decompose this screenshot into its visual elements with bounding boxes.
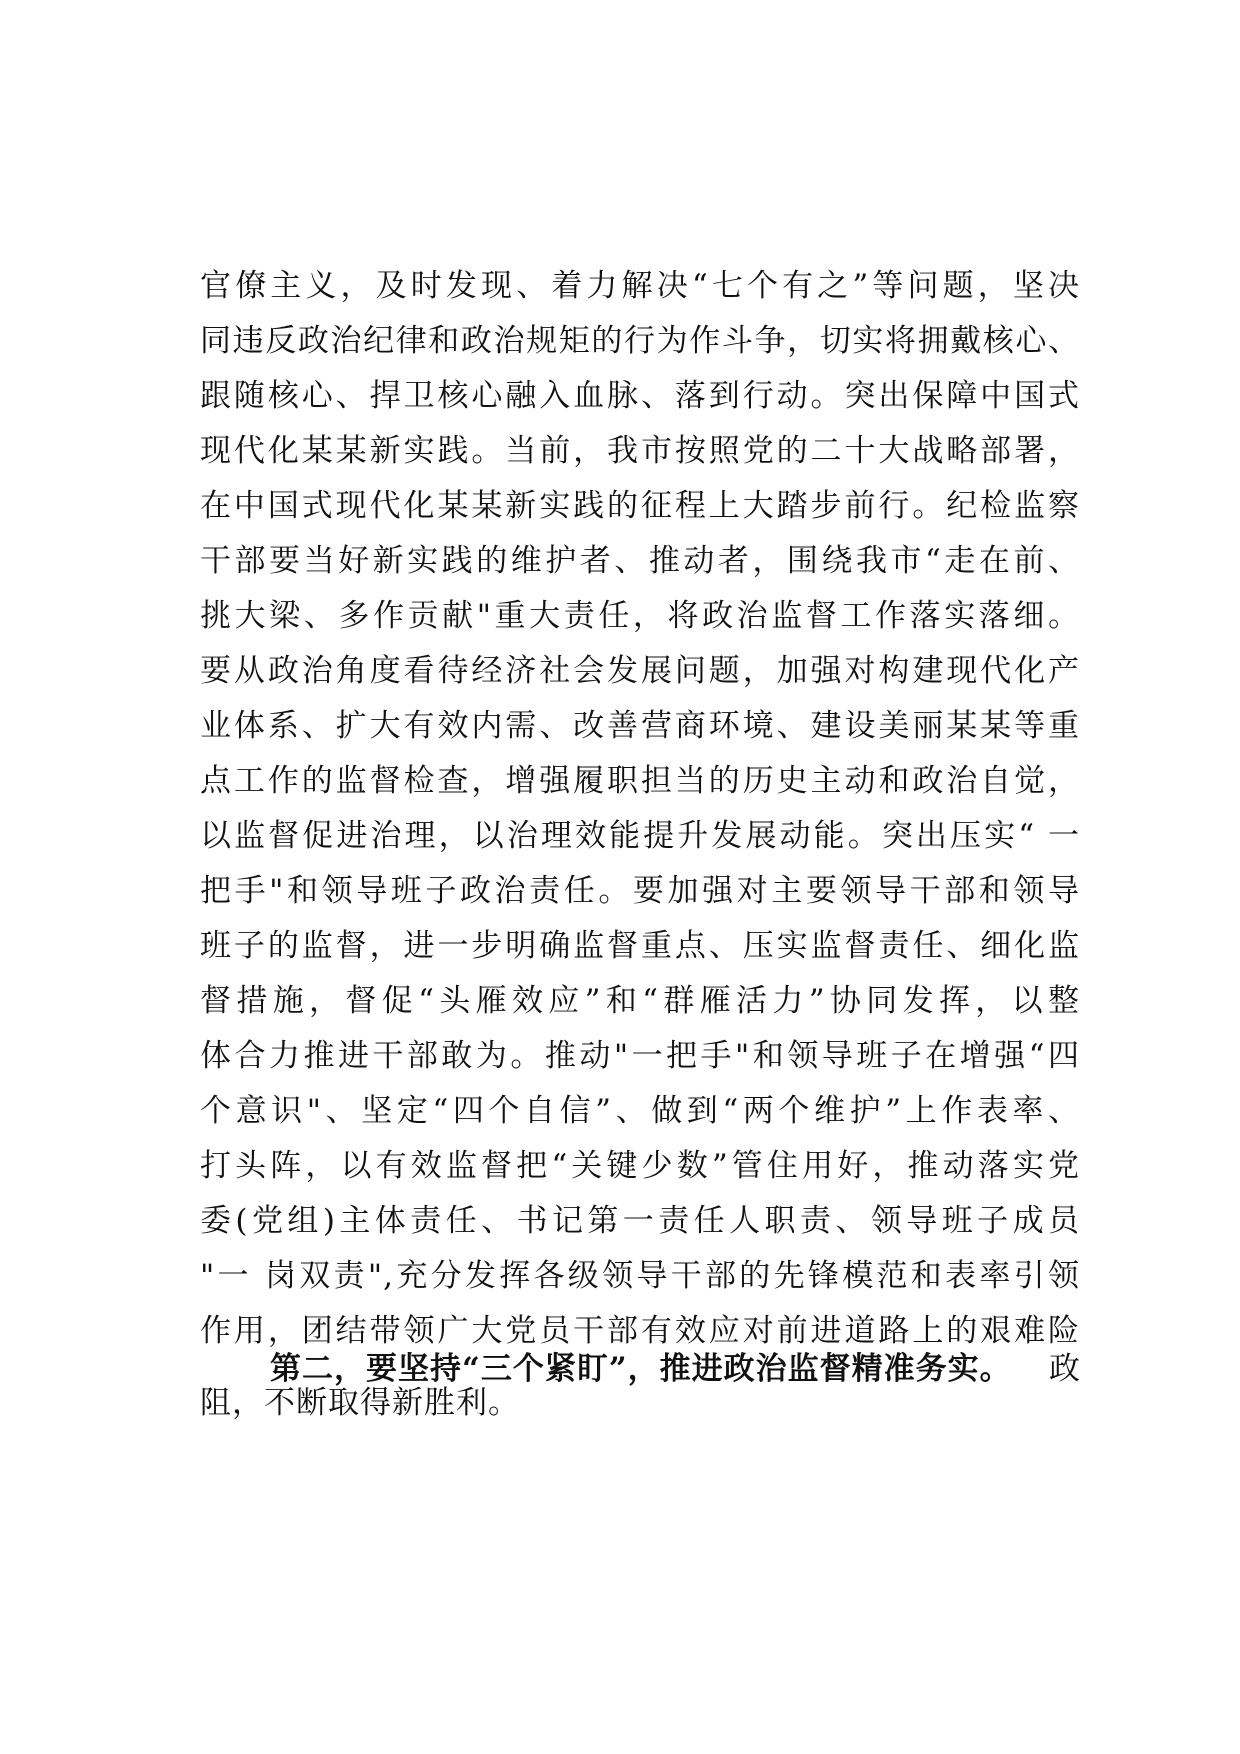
paragraph-line: 同违反政治纪律和政治规矩的行为作斗争，切实将拥戴核心、 — [200, 323, 1080, 359]
paragraph-line: 个意识"、坚定“四个自信”、做到“两个维护”上作表率、 — [200, 1093, 1080, 1129]
paragraph-line: 作用，团结带领广大党员干部有效应对前进道路上的艰难险 — [200, 1313, 1080, 1349]
paragraph-last-line: 阻，不断取得新胜利。 — [200, 1385, 520, 1421]
paragraph-line: 在中国式现代化某某新实践的征程上大踏步前行。纪检监察 — [200, 488, 1080, 524]
section-heading-continuation: 政 — [1049, 1351, 1080, 1387]
section-heading — [270, 1342, 1080, 1397]
paragraph-line: 官僚主义，及时发现、着力解决“七个有之”等问题，坚决 — [200, 268, 1080, 304]
paragraph-line: 干部要当好新实践的维护者、推动者，围绕我市“走在前、 — [200, 543, 1080, 579]
paragraph-line: 委(党组)主体责任、书记第一责任人职责、领导班子成员 — [200, 1203, 1080, 1239]
paragraph-line: 打头阵，以有效监督把“关键少数”管住用好，推动落实党 — [200, 1148, 1080, 1184]
paragraph-line: 点工作的监督检查，增强履职担当的历史主动和政治自觉， — [200, 763, 1080, 799]
section-heading-text: 第二，要坚持“三个紧盯”，推进政治监督精准务实。 — [270, 1351, 1012, 1387]
paragraph-line: 挑大梁、多作贡献"重大责任，将政治监督工作落实落细。 — [200, 598, 1080, 634]
paragraph-line: 督措施，督促“头雁效应”和“群雁活力”协同发挥，以整 — [200, 983, 1080, 1019]
paragraph-line: 要从政治角度看待经济社会发展问题，加强对构建现代化产 — [200, 653, 1080, 689]
paragraph-line: 业体系、扩大有效内需、改善营商环境、建设美丽某某等重 — [200, 708, 1080, 744]
paragraph-line: 现代化某某新实践。当前，我市按照党的二十大战略部署， — [200, 433, 1080, 469]
body-paragraph — [200, 259, 1080, 1431]
paragraph-line: 以监督促进治理，以治理效能提升发展动能。突出压实“ 一 — [200, 818, 1080, 854]
paragraph-line: "一 岗双责",充分发挥各级领导干部的先锋模范和表率引领 — [200, 1258, 1080, 1294]
paragraph-line: 跟随核心、捍卫核心融入血脉、落到行动。突出保障中国式 — [200, 378, 1080, 414]
paragraph-line: 把手"和领导班子政治责任。要加强对主要领导干部和领导 — [200, 873, 1080, 909]
paragraph-line: 体合力推进干部敢为。推动"一把手"和领导班子在增强“四 — [200, 1038, 1080, 1074]
paragraph-line: 班子的监督，进一步明确监督重点、压实监督责任、细化监 — [200, 928, 1080, 964]
